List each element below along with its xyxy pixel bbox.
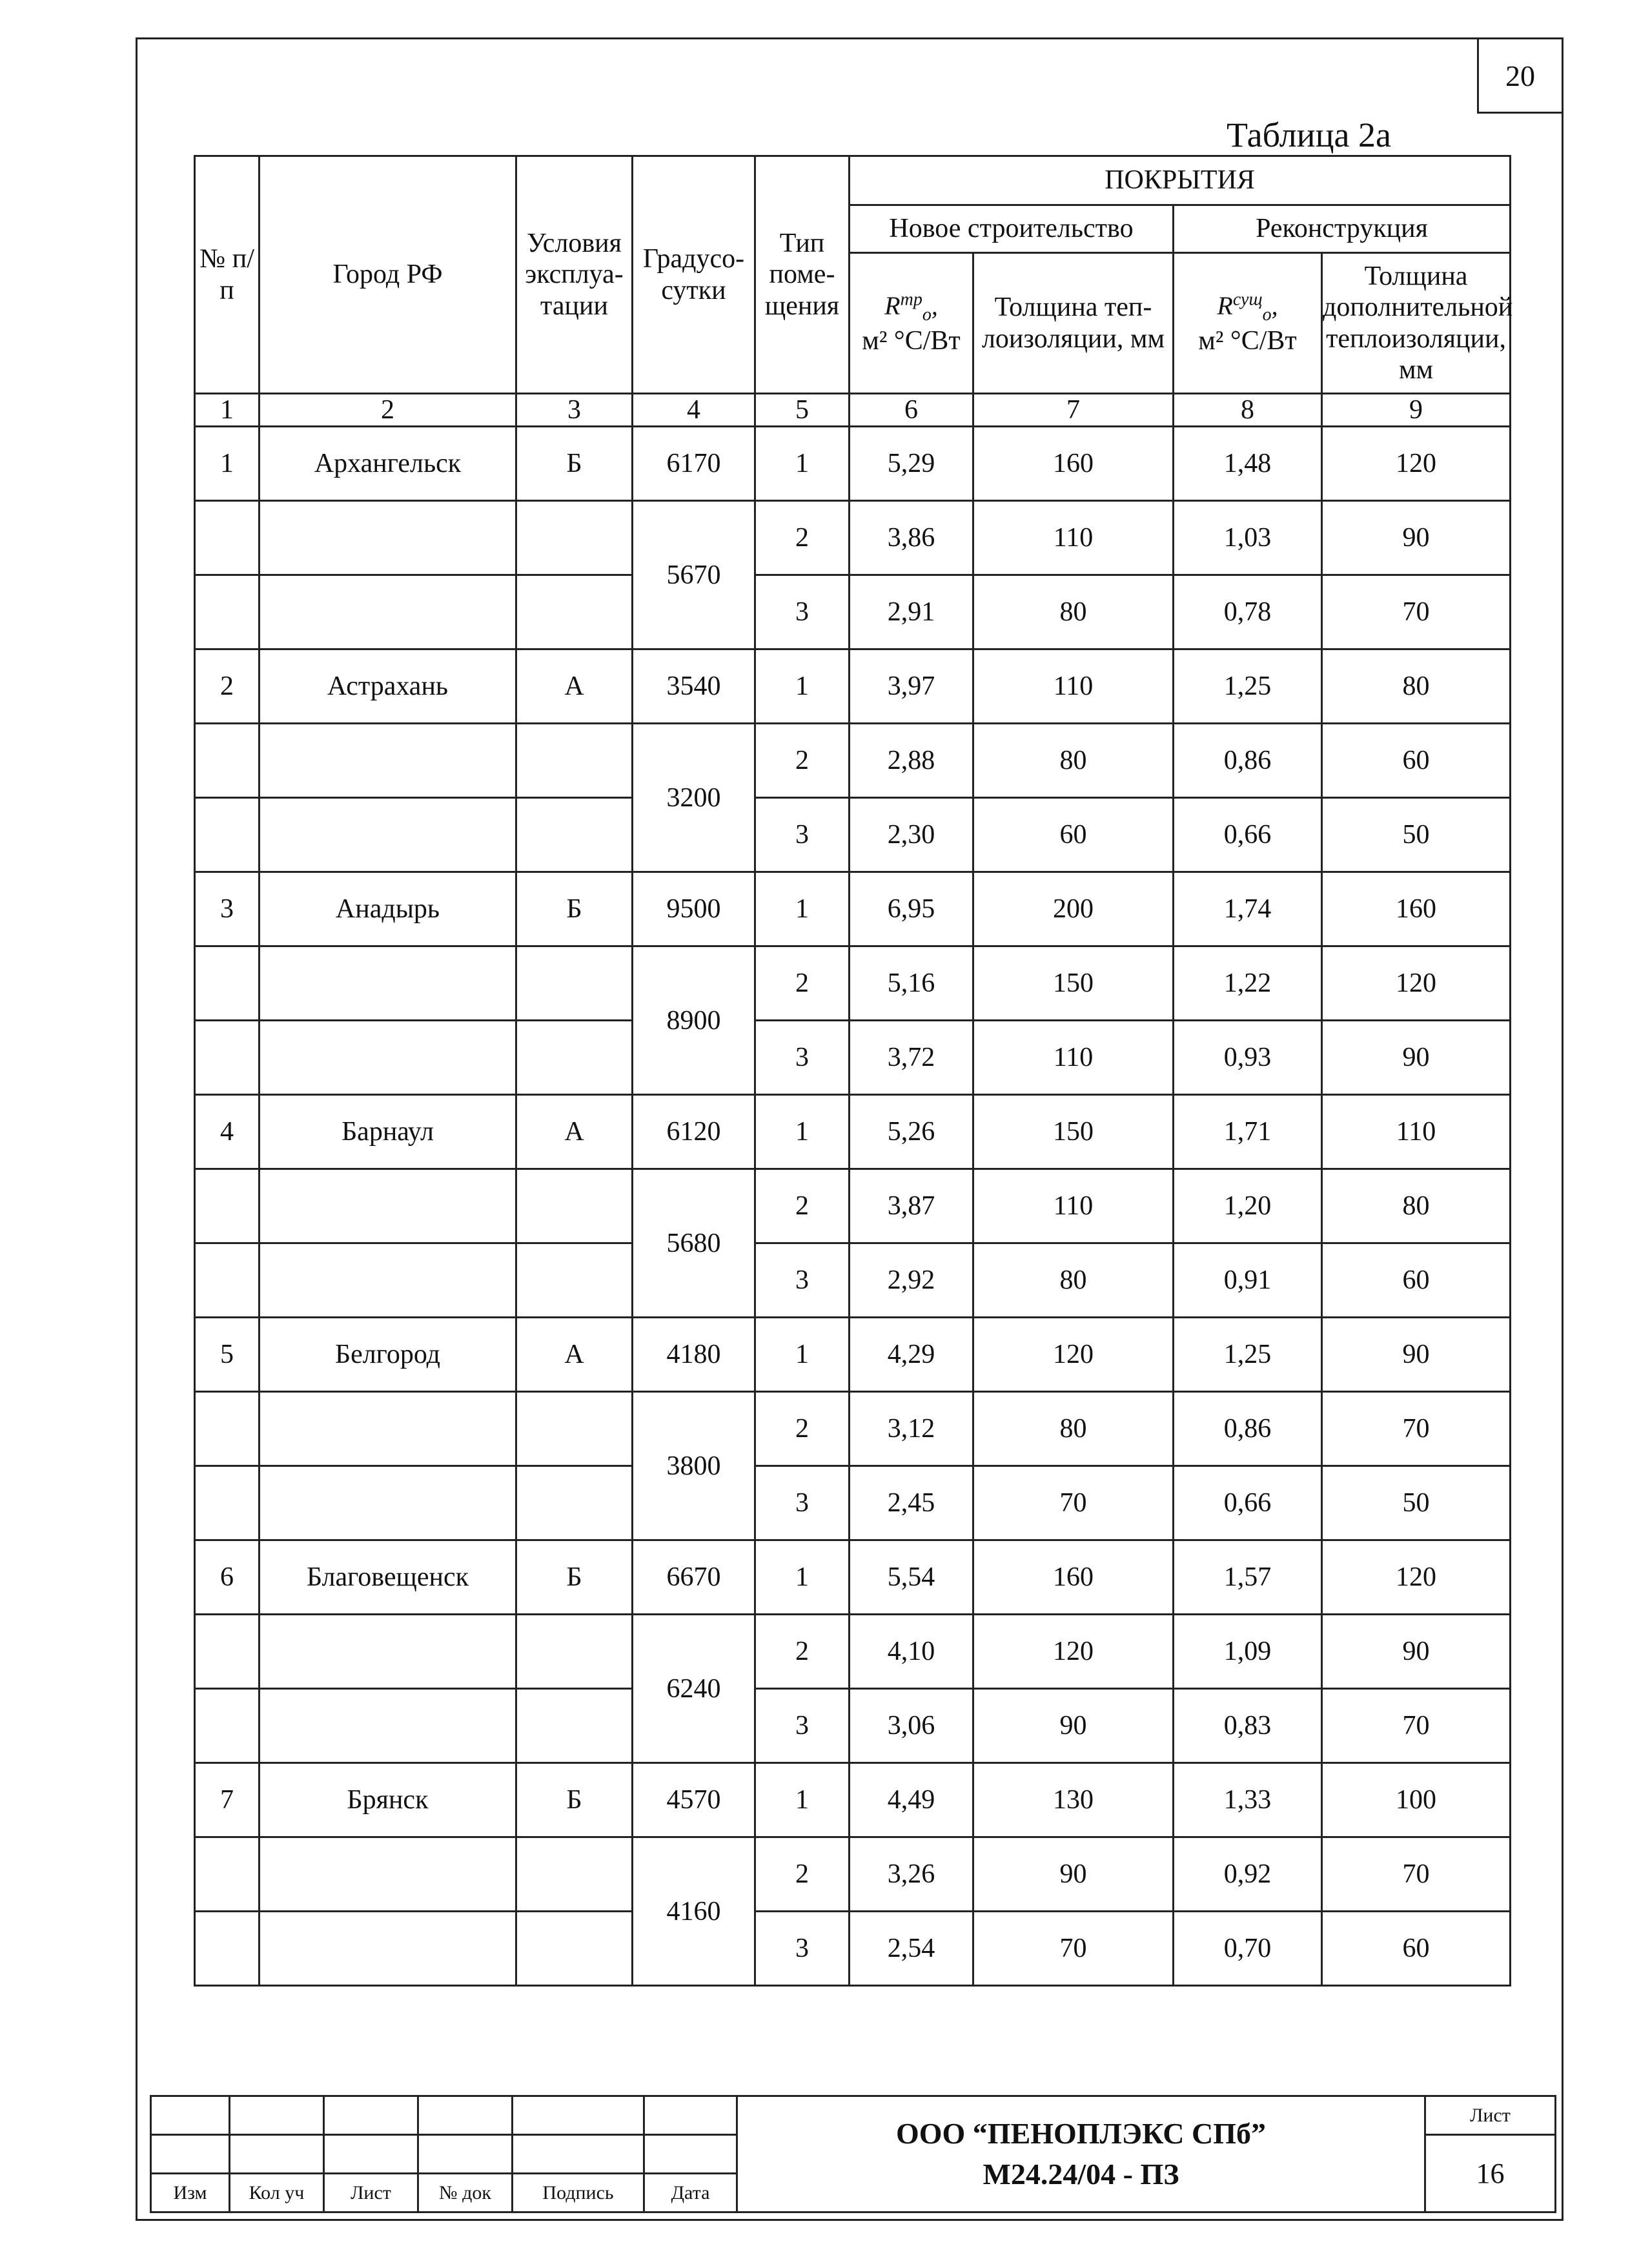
thickness-new-value: 200	[973, 872, 1174, 946]
thickness-additional-value: 80	[1322, 649, 1511, 724]
r-existing-value: 1,33	[1174, 1763, 1322, 1837]
city-name	[260, 501, 516, 575]
room-type: 1	[755, 649, 850, 724]
r-existing-value: 0,66	[1174, 1466, 1322, 1540]
r-required-value: 3,87	[850, 1169, 973, 1243]
column-number: 1	[195, 394, 260, 427]
city-name	[260, 724, 516, 798]
stamp-label: Кол уч	[230, 2174, 324, 2212]
thickness-additional-value: 50	[1322, 1466, 1511, 1540]
room-type: 3	[755, 1243, 850, 1318]
row-number	[195, 798, 260, 872]
column-number: 8	[1174, 394, 1322, 427]
thickness-new-value: 80	[973, 1392, 1174, 1466]
table-row	[195, 798, 1511, 872]
title-block	[150, 2095, 1556, 2213]
room-type: 3	[755, 1021, 850, 1095]
operating-conditions	[516, 1392, 633, 1466]
room-type: 2	[755, 1615, 850, 1689]
room-type: 1	[755, 872, 850, 946]
row-number	[195, 1169, 260, 1243]
table-row	[195, 1837, 1511, 1912]
thickness-new-value: 70	[973, 1912, 1174, 1986]
degree-days: 4160	[633, 1837, 755, 1986]
operating-conditions	[516, 1912, 633, 1986]
r-existing-value: 0,86	[1174, 724, 1322, 798]
r-required-value: 5,26	[850, 1095, 973, 1169]
r-existing-value: 1,74	[1174, 872, 1322, 946]
city-name	[260, 1837, 516, 1912]
row-number	[195, 1837, 260, 1912]
row-number	[195, 1912, 260, 1986]
table-row	[195, 501, 1511, 575]
row-number	[195, 575, 260, 649]
thickness-new-value: 80	[973, 575, 1174, 649]
thickness-new-value: 60	[973, 798, 1174, 872]
room-type: 2	[755, 1169, 850, 1243]
r-existing-value: 1,20	[1174, 1169, 1322, 1243]
operating-conditions: Б	[516, 1763, 633, 1837]
operating-conditions	[516, 575, 633, 649]
thickness-new-value: 120	[973, 1615, 1174, 1689]
room-type: 3	[755, 575, 850, 649]
operating-conditions	[516, 1243, 633, 1318]
city-name: Астрахань	[260, 649, 516, 724]
r-existing-value: 1,48	[1174, 427, 1322, 501]
stamp-label: Подпись	[513, 2174, 644, 2212]
degree-days: 6240	[633, 1615, 755, 1763]
header-num: № п/п	[195, 156, 260, 394]
thickness-additional-value: 110	[1322, 1095, 1511, 1169]
r-required-value: 5,29	[850, 427, 973, 501]
r-existing-value: 1,03	[1174, 501, 1322, 575]
r-existing-value: 1,71	[1174, 1095, 1322, 1169]
row-number: 3	[195, 872, 260, 946]
r-required-value: 2,92	[850, 1243, 973, 1318]
table-row	[195, 872, 1511, 946]
stamp-label: Лист	[324, 2174, 418, 2212]
table-row	[195, 1466, 1511, 1540]
operating-conditions: А	[516, 649, 633, 724]
stamp-label: № док	[418, 2174, 513, 2212]
row-number: 4	[195, 1095, 260, 1169]
r-existing-value: 0,93	[1174, 1021, 1322, 1095]
r-required-value: 3,97	[850, 649, 973, 724]
room-type: 3	[755, 1912, 850, 1986]
r-required-value: 4,29	[850, 1318, 973, 1392]
org-name: ООО “ПЕНОПЛЭКС СПб”	[895, 2117, 1267, 2151]
header-reconstruction: Реконструкция	[1174, 205, 1511, 253]
r-existing-value: 1,57	[1174, 1540, 1322, 1615]
thickness-additional-value: 120	[1322, 1540, 1511, 1615]
thickness-additional-value: 50	[1322, 798, 1511, 872]
sheet-number: 16	[1425, 2135, 1556, 2212]
city-name	[260, 1243, 516, 1318]
r-required-value: 2,45	[850, 1466, 973, 1540]
row-number	[195, 1615, 260, 1689]
r-existing-value: 0,86	[1174, 1392, 1322, 1466]
operating-conditions: Б	[516, 1540, 633, 1615]
row-number	[195, 1021, 260, 1095]
city-name	[260, 1615, 516, 1689]
table-row	[195, 1689, 1511, 1763]
thickness-new-value: 150	[973, 946, 1174, 1021]
degree-days: 9500	[633, 872, 755, 946]
header-city: Город РФ	[260, 156, 516, 394]
r-existing-value: 0,92	[1174, 1837, 1322, 1912]
table-row	[195, 1763, 1511, 1837]
degree-days: 5680	[633, 1169, 755, 1318]
r-existing-value: 0,83	[1174, 1689, 1322, 1763]
column-number: 2	[260, 394, 516, 427]
org-block	[737, 2096, 1425, 2212]
r-required-value: 4,10	[850, 1615, 973, 1689]
table-row	[195, 1392, 1511, 1466]
r-required-value: 2,91	[850, 575, 973, 649]
thickness-additional-value: 70	[1322, 575, 1511, 649]
room-type: 1	[755, 1540, 850, 1615]
r-required-value: 5,54	[850, 1540, 973, 1615]
room-type: 3	[755, 798, 850, 872]
city-name: Брянск	[260, 1763, 516, 1837]
r-required-value: 3,12	[850, 1392, 973, 1466]
operating-conditions	[516, 1466, 633, 1540]
table-row	[195, 1318, 1511, 1392]
table-row	[195, 427, 1511, 501]
room-type: 2	[755, 1837, 850, 1912]
r-existing-value: 0,78	[1174, 575, 1322, 649]
operating-conditions: Б	[516, 872, 633, 946]
degree-days: 6170	[633, 427, 755, 501]
thickness-additional-value: 100	[1322, 1763, 1511, 1837]
degree-days: 6670	[633, 1540, 755, 1615]
r-required-value: 6,95	[850, 872, 973, 946]
r-existing-value: 1,22	[1174, 946, 1322, 1021]
city-name	[260, 575, 516, 649]
header-r-existing: $R^{сущ}_о$, м² °С/Вт	[1174, 253, 1322, 394]
header-degree-days: Градусо-сутки	[633, 156, 755, 394]
thickness-new-value: 160	[973, 1540, 1174, 1615]
header-room-type: Тип поме-щения	[755, 156, 850, 394]
room-type: 1	[755, 1318, 850, 1392]
city-name: Благовещенск	[260, 1540, 516, 1615]
thickness-additional-value: 90	[1322, 501, 1511, 575]
thickness-additional-value: 70	[1322, 1392, 1511, 1466]
thickness-new-value: 110	[973, 649, 1174, 724]
room-type: 1	[755, 1763, 850, 1837]
operating-conditions	[516, 798, 633, 872]
r-required-value: 3,72	[850, 1021, 973, 1095]
room-type: 1	[755, 427, 850, 501]
header-conditions: Условия эксплуа-тации	[516, 156, 633, 394]
page-number: 20	[1477, 37, 1563, 114]
header-r-required: $R^{тр}_о$, м² °С/Вт	[850, 253, 973, 394]
table-row	[195, 724, 1511, 798]
room-type: 1	[755, 1095, 850, 1169]
r-required-value: 2,88	[850, 724, 973, 798]
column-number: 6	[850, 394, 973, 427]
operating-conditions	[516, 946, 633, 1021]
row-number: 1	[195, 427, 260, 501]
degree-days: 8900	[633, 946, 755, 1095]
row-number: 5	[195, 1318, 260, 1392]
thickness-additional-value: 90	[1322, 1021, 1511, 1095]
r-existing-value: 0,91	[1174, 1243, 1322, 1318]
thickness-new-value: 120	[973, 1318, 1174, 1392]
degree-days: 4180	[633, 1318, 755, 1392]
thickness-new-value: 160	[973, 427, 1174, 501]
room-type: 2	[755, 946, 850, 1021]
operating-conditions	[516, 1021, 633, 1095]
sheet-label: Лист	[1425, 2096, 1556, 2135]
room-type: 2	[755, 724, 850, 798]
thickness-additional-value: 160	[1322, 872, 1511, 946]
city-name	[260, 798, 516, 872]
thickness-new-value: 110	[973, 1021, 1174, 1095]
thickness-new-value: 80	[973, 724, 1174, 798]
thickness-new-value: 70	[973, 1466, 1174, 1540]
degree-days: 5670	[633, 501, 755, 649]
thickness-additional-value: 90	[1322, 1318, 1511, 1392]
table-row	[195, 1021, 1511, 1095]
operating-conditions	[516, 1837, 633, 1912]
column-number: 3	[516, 394, 633, 427]
degree-days: 3540	[633, 649, 755, 724]
thickness-new-value: 130	[973, 1763, 1174, 1837]
table-row	[195, 1615, 1511, 1689]
thickness-new-value: 150	[973, 1095, 1174, 1169]
degree-days: 6120	[633, 1095, 755, 1169]
operating-conditions	[516, 724, 633, 798]
city-name	[260, 1169, 516, 1243]
city-name: Барнаул	[260, 1095, 516, 1169]
r-required-value: 4,49	[850, 1763, 973, 1837]
thickness-new-value: 110	[973, 501, 1174, 575]
thickness-additional-value: 70	[1322, 1837, 1511, 1912]
column-number: 9	[1322, 394, 1511, 427]
r-existing-value: 0,70	[1174, 1912, 1322, 1986]
header-thickness-additional: Толщина дополнительной теплоизоляции, мм	[1322, 253, 1511, 394]
thickness-additional-value: 70	[1322, 1689, 1511, 1763]
doc-code: М24.24/04 - ПЗ	[983, 2157, 1179, 2191]
room-type: 2	[755, 1392, 850, 1466]
operating-conditions: Б	[516, 427, 633, 501]
r-required-value: 5,16	[850, 946, 973, 1021]
r-required-value: 2,30	[850, 798, 973, 872]
r-required-value: 2,54	[850, 1912, 973, 1986]
city-name	[260, 1912, 516, 1986]
row-number	[195, 724, 260, 798]
header-group: ПОКРЫТИЯ	[850, 156, 1511, 205]
row-number	[195, 1392, 260, 1466]
column-number: 5	[755, 394, 850, 427]
stamp-label: Дата	[644, 2174, 737, 2212]
city-name	[260, 1392, 516, 1466]
table-row	[195, 1095, 1511, 1169]
r-required-value: 3,86	[850, 501, 973, 575]
table-row	[195, 649, 1511, 724]
operating-conditions: А	[516, 1095, 633, 1169]
thickness-additional-value: 60	[1322, 1243, 1511, 1318]
table-caption: Таблица 2а	[1227, 116, 1391, 154]
r-existing-value: 0,66	[1174, 798, 1322, 872]
thickness-new-value: 80	[973, 1243, 1174, 1318]
thickness-additional-value: 60	[1322, 1912, 1511, 1986]
city-name	[260, 946, 516, 1021]
r-existing-value: 1,25	[1174, 1318, 1322, 1392]
row-number: 6	[195, 1540, 260, 1615]
city-name: Архангельск	[260, 427, 516, 501]
table-row	[195, 946, 1511, 1021]
header-thickness-new: Толщина теп-лоизоляции, мм	[973, 253, 1174, 394]
thickness-additional-value: 60	[1322, 724, 1511, 798]
room-type: 3	[755, 1689, 850, 1763]
room-type: 2	[755, 501, 850, 575]
row-number	[195, 501, 260, 575]
row-number: 7	[195, 1763, 260, 1837]
table-row	[195, 575, 1511, 649]
thickness-new-value: 90	[973, 1689, 1174, 1763]
room-type: 3	[755, 1466, 850, 1540]
r-required-value: 3,06	[850, 1689, 973, 1763]
city-name: Белгород	[260, 1318, 516, 1392]
thickness-new-value: 110	[973, 1169, 1174, 1243]
operating-conditions	[516, 501, 633, 575]
city-name	[260, 1466, 516, 1540]
thickness-additional-value: 120	[1322, 427, 1511, 501]
row-number: 2	[195, 649, 260, 724]
row-number	[195, 1689, 260, 1763]
operating-conditions	[516, 1615, 633, 1689]
operating-conditions: А	[516, 1318, 633, 1392]
table-row	[195, 1169, 1511, 1243]
degree-days: 4570	[633, 1763, 755, 1837]
column-number-row	[195, 394, 1511, 427]
degree-days: 3800	[633, 1392, 755, 1540]
thickness-additional-value: 120	[1322, 946, 1511, 1021]
row-number	[195, 1243, 260, 1318]
row-number	[195, 1466, 260, 1540]
operating-conditions	[516, 1689, 633, 1763]
r-existing-value: 1,25	[1174, 649, 1322, 724]
insulation-table	[194, 155, 1511, 1987]
thickness-additional-value: 90	[1322, 1615, 1511, 1689]
city-name: Анадырь	[260, 872, 516, 946]
degree-days: 3200	[633, 724, 755, 872]
operating-conditions	[516, 1169, 633, 1243]
thickness-additional-value: 80	[1322, 1169, 1511, 1243]
thickness-new-value: 90	[973, 1837, 1174, 1912]
column-number: 7	[973, 394, 1174, 427]
stamp-label: Изм	[151, 2174, 230, 2212]
table-row	[195, 1540, 1511, 1615]
table-row	[195, 1912, 1511, 1986]
row-number	[195, 946, 260, 1021]
r-existing-value: 1,09	[1174, 1615, 1322, 1689]
city-name	[260, 1689, 516, 1763]
header-new-construction: Новое строительство	[850, 205, 1174, 253]
column-number: 4	[633, 394, 755, 427]
r-required-value: 3,26	[850, 1837, 973, 1912]
city-name	[260, 1021, 516, 1095]
table-row	[195, 1243, 1511, 1318]
